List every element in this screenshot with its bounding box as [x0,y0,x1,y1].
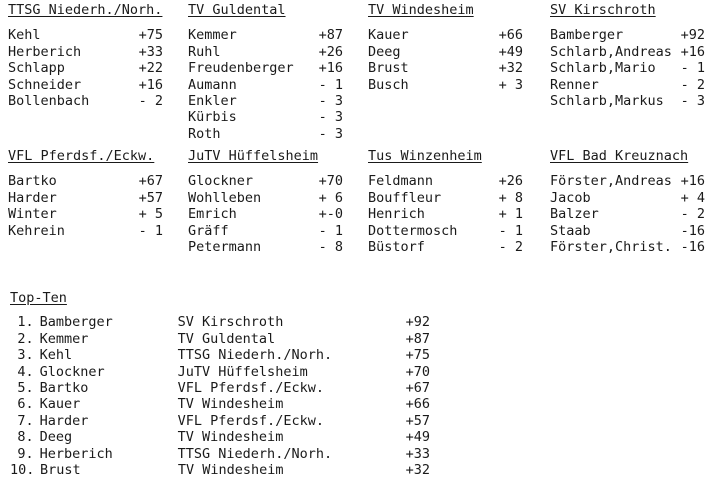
player-row [368,223,523,239]
player-name: Harder [8,189,57,206]
player-name: Schneider [8,76,82,93]
rank: 9. [17,445,34,462]
player-score: +70 [318,173,343,190]
rank: 4. [17,363,34,380]
player-name: Schlarb,Markus [550,93,664,110]
player-score: +57 [138,189,163,206]
rank: 6. [17,396,34,413]
team-title: VFL Bad Kreuznach [550,148,689,164]
player-row [8,60,163,76]
player-score: +49 [498,43,523,60]
player-name: Brust [40,461,81,478]
player-score: - 1 [498,222,523,239]
player-name: Bartko [39,379,89,396]
top-ten-row [10,380,430,396]
player-name: Freudenberger [188,60,294,77]
club-name: TV Windesheim [177,461,284,478]
player-row [368,60,523,76]
player-name: Schlarb,Mario [550,60,656,77]
player-score: +92 [405,314,430,331]
player-row [550,206,705,222]
player-name: Kürbis [188,109,237,126]
top-ten-row [10,331,430,347]
player-score: +87 [405,330,430,347]
player-row [368,44,523,60]
player-row [188,190,343,206]
rank: 7. [17,412,34,429]
player-score: +49 [405,429,430,446]
player-row [188,223,343,239]
team-title: SV Kirschroth [550,2,656,18]
player-name: Emrich [188,206,237,223]
player-row [188,77,343,93]
player-row [188,93,343,109]
player-name: Bouffleur [368,189,442,206]
player-name: Kemmer [188,27,237,44]
player-row [8,27,163,43]
player-score: - 2 [680,76,705,93]
player-name: Roth [188,125,221,142]
player-score: +57 [405,412,430,429]
player-name: Bamberger [39,314,113,331]
player-score: + 3 [498,76,523,93]
rank: 10. [10,461,35,478]
team-block-pferdsfeld [8,148,163,239]
player-row [188,126,343,142]
player-name: Winter [8,206,57,223]
player-name: Bartko [8,173,57,190]
player-score: +26 [318,43,343,60]
player-score: +66 [405,396,430,413]
player-name: Harder [39,412,89,429]
rank: 8. [17,429,34,446]
player-score: +33 [138,43,163,60]
top-ten-row [10,429,430,445]
team-block-kirschroth [550,2,705,109]
player-row [8,44,163,60]
player-name: Förster,Christ. [550,239,672,256]
top-ten-row [10,314,430,330]
team-block-windesheim [368,2,523,93]
player-score: + 1 [498,206,523,223]
team-title: JuTV Hüffelsheim [188,148,319,164]
player-score: + 4 [680,189,705,206]
player-name: Schlarb,Andreas [550,43,672,60]
top-ten-list [10,290,430,478]
team-title: VFL Pferdsf./Eckw. [8,148,155,164]
player-score: + 5 [138,206,163,223]
player-row [188,239,343,255]
rank: 2. [17,330,34,347]
player-row [188,109,343,125]
top-ten-row [10,446,430,462]
player-name: Kauer [39,396,81,413]
team-title: TTSG Niederh./Norh. [8,2,163,18]
player-score: - 1 [138,222,163,239]
player-score: +32 [498,60,523,77]
player-name: Bamberger [550,27,624,44]
player-score: + 8 [498,189,523,206]
player-row [8,206,163,222]
player-name: Brust [368,60,409,77]
player-score: - 3 [318,109,343,126]
rank: 5. [17,379,34,396]
top-ten-title: Top-Ten [10,290,67,306]
club-name: VFL Pferdsf./Eckw. [177,379,324,396]
player-name: Deeg [39,429,73,446]
club-name: TV Windesheim [177,396,284,413]
player-row [8,77,163,93]
player-row [368,77,523,93]
player-row [550,223,705,239]
top-ten-row [10,347,430,363]
player-score: +16 [680,43,705,60]
player-score: +92 [680,27,705,44]
player-row [368,173,523,189]
player-row [188,206,343,222]
team-title: TV Guldental [188,2,286,18]
player-name: Balzer [550,206,599,223]
player-name: Schlapp [8,60,65,77]
player-name: Dottermosch [368,222,458,239]
player-row [550,190,705,206]
player-row [550,173,705,189]
player-score: - 1 [318,76,343,93]
player-name: Renner [550,76,599,93]
player-score: +87 [318,27,343,44]
player-score: - 3 [318,125,343,142]
player-row [550,60,705,76]
team-block-bad-kreuznach [550,148,705,255]
rank: 1. [17,314,34,331]
player-score: +75 [405,347,430,364]
player-row [368,27,523,43]
player-row [550,239,705,255]
player-score: +16 [318,60,343,77]
player-name: Kauer [368,27,409,44]
top-ten-row [10,364,430,380]
team-title: Tus Winzenheim [368,148,482,164]
player-name: Büstorf [368,239,425,256]
team-block-guldental [188,2,343,142]
player-row [8,223,163,239]
player-row [368,239,523,255]
player-row [550,44,705,60]
player-score: - 3 [318,93,343,110]
player-name: Aumann [188,76,237,93]
player-name: Förster,Andreas [550,173,672,190]
player-score: +67 [405,379,430,396]
team-block-ttsg [8,2,163,109]
player-score: +70 [405,363,430,380]
player-name: Herberich [39,445,113,462]
club-name: TTSG Niederh./Norh. [177,347,333,364]
player-name: Wohlleben [188,189,262,206]
player-score: -16 [680,239,705,256]
player-score: +16 [138,76,163,93]
player-row [188,27,343,43]
player-score: +16 [680,173,705,190]
player-name: Enkler [188,93,237,110]
player-score: - 8 [318,239,343,256]
player-score: -16 [680,222,705,239]
player-name: Kemmer [39,330,89,347]
player-row [8,190,163,206]
player-name: Herberich [8,43,82,60]
player-name: Glockner [188,173,254,190]
player-score: - 1 [318,222,343,239]
player-row [550,93,705,109]
club-name: TV Windesheim [177,429,284,446]
player-name: Kehrein [8,222,65,239]
player-name: Busch [368,76,409,93]
player-name: Feldmann [368,173,434,190]
player-score: +32 [405,461,430,478]
club-name: JuTV Hüffelsheim [177,363,308,380]
player-name: Jacob [550,189,591,206]
player-name: Deeg [368,43,401,60]
player-score: +33 [405,445,430,462]
player-score: +66 [498,27,523,44]
top-ten-row [10,413,430,429]
player-score: - 1 [680,60,705,77]
player-name: Bollenbach [8,93,90,110]
team-block-hueffelsheim [188,148,343,255]
player-row [368,190,523,206]
player-name: Gräff [188,222,229,239]
player-row [188,60,343,76]
rank: 3. [17,347,34,364]
player-row [550,77,705,93]
player-row [368,206,523,222]
team-title: TV Windesheim [368,2,474,18]
player-score: - 2 [138,93,163,110]
club-name: VFL Pferdsf./Eckw. [177,412,324,429]
player-name: Ruhl [188,43,221,60]
player-row [188,173,343,189]
player-name: Henrich [368,206,425,223]
player-row [8,173,163,189]
player-score: +-0 [318,206,343,223]
player-score: + 6 [318,189,343,206]
player-row [550,27,705,43]
club-name: TTSG Niederh./Norh. [177,445,333,462]
player-score: +75 [138,27,163,44]
player-row [188,44,343,60]
player-score: - 3 [680,93,705,110]
player-score: +26 [498,173,523,190]
club-name: SV Kirschroth [177,314,284,331]
player-name: Petermann [188,239,262,256]
player-score: - 2 [680,206,705,223]
club-name: TV Guldental [177,330,276,347]
player-name: Staab [550,222,591,239]
player-name: Kehl [8,27,41,44]
player-row [8,93,163,109]
player-name: Kehl [39,347,73,364]
player-score: +67 [138,173,163,190]
team-block-winzenheim [368,148,523,255]
top-ten-row [10,396,430,412]
player-name: Glockner [39,363,105,380]
player-score: +22 [138,60,163,77]
top-ten-row [10,462,430,478]
player-score: - 2 [498,239,523,256]
